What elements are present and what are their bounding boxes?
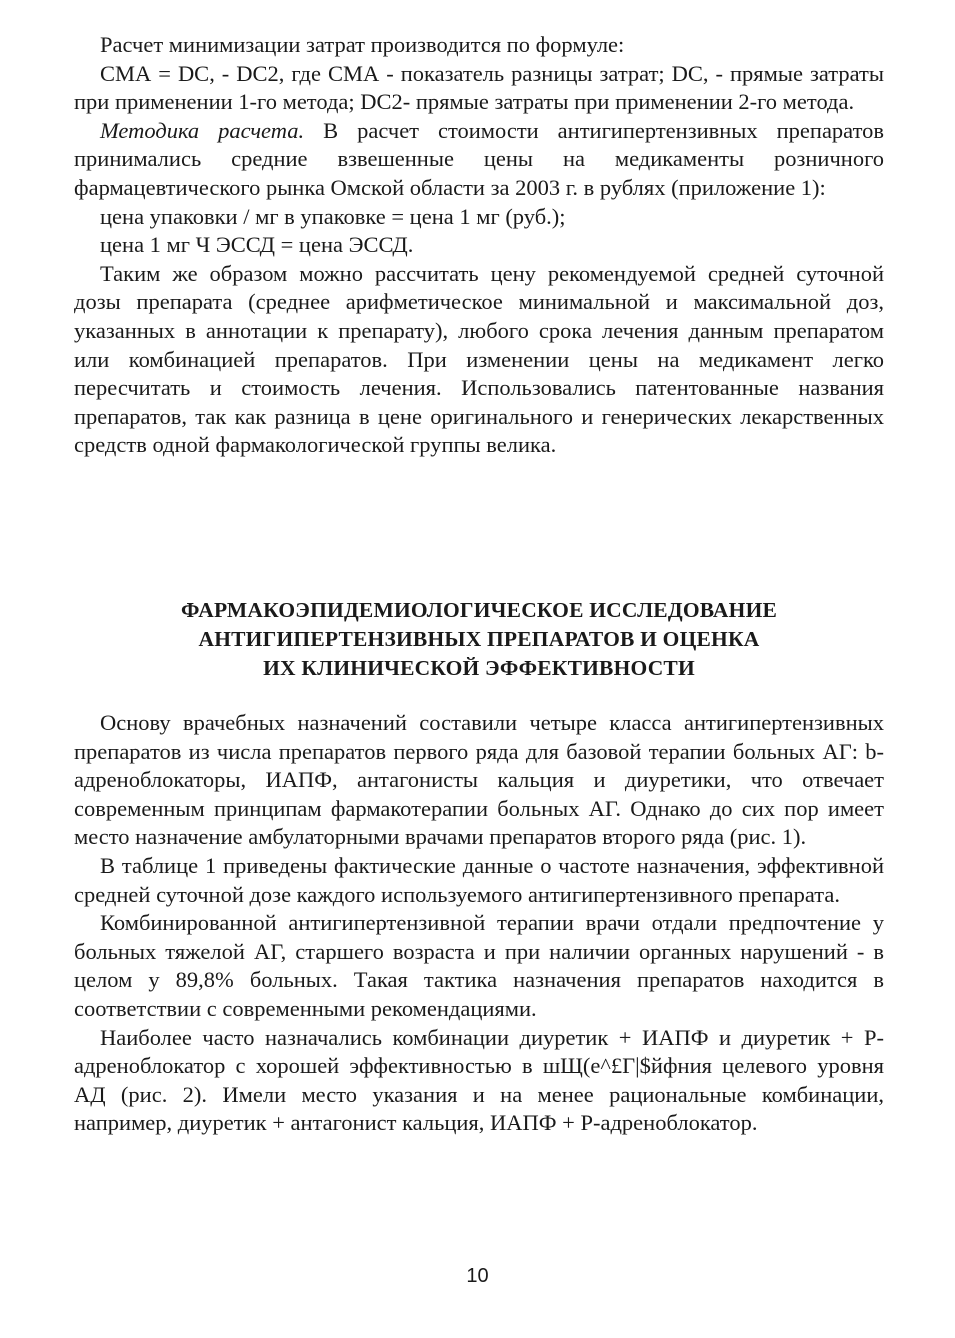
epidemiology-section	[74, 709, 884, 1138]
paragraph-combination-therapy: Комбинированной антигипертензивной терапии врачи отдали предпочтение у больных тяжелой АГ, старшего возраста и при наличии органных нарушений - в целом у 89,8% больных. Такая тактика назначения препаратов находится в соответствии с современными рекомендациями.	[74, 910, 884, 1021]
paragraph-formula-intro: Расчет минимизации затрат производится по формуле:	[100, 32, 625, 57]
paragraph-daily-dose: Таким же образом можно рассчитать цену рекомендуемой средней суточной дозы препарата (среднее арифметическое минимальной и максимальной доз, указанных в аннотации к препарату), любого срока лечения данным препаратом или комбинацией препаратов. При изменении цены на медикамент легко пересчитать и стоимость лечения. Использовались патентованные названия препаратов, так как разница в цене оригинального и генерических лекарственных средств одной фармакологической группы велика.	[74, 260, 884, 458]
heading-line-2: АНТИГИПЕРТЕНЗИВНЫХ ПРЕПАРАТОВ И ОЦЕНКА	[198, 627, 760, 651]
paragraph-price-essd: цена 1 мг Ч ЭССД = цена ЭССД.	[100, 232, 414, 258]
paragraph-table-ref: В таблице 1 приведены фактические данные о частоте назначения, эффективной средней суточной дозе каждого используемого антигипертензивного препарата.	[74, 852, 884, 907]
paragraph-formula: СМА = DC, - DC2, где СМА - показатель разницы затрат; DC, - прямые затраты при применении 1-го метода; DC2- прямые затраты при применении 2-го метода.	[74, 60, 884, 115]
paragraph-price-per-mg: цена упаковки / мг в упаковке = цена 1 мг (руб.);	[100, 203, 566, 229]
paragraph-drug-classes: Основу врачебных назначений составили четыре класса антигипертензивных препаратов из числа препаратов первого ряда для базовой терапии больных АГ: b-адреноблокаторы, ИАПФ, антагонисты кальция и диуретики, что отвечает современным принципам фармакотерапии больных АГ. Однако до сих пор имеет место назначение амбулаторными врачами препаратов второго ряда (рис. 1).	[74, 710, 884, 850]
page-number: 10	[466, 1265, 489, 1287]
methodology-label: Методика расчета.	[100, 117, 305, 143]
paragraph-methodology	[74, 117, 884, 203]
heading-line-1: ФАРМАКОЭПИДЕМИОЛОГИЧЕСКОЕ ИССЛЕДОВАНИЕ	[180, 598, 778, 622]
cost-method-section	[74, 31, 884, 460]
paragraph-combinations: Наиболее часто назначались комбинации диуретик + ИАПФ и диуретик + Р-адреноблокатор с хорошей эффективностью в шЩ(е^£Г|$йфния целевого уровня АД (рис. 2). Имели место указания и на менее рациональные комбинации, например, диуретик + антагонист кальция, ИАПФ + Р-адреноблокатор.	[74, 1024, 884, 1136]
heading-line-3: ИХ КЛИНИЧЕСКОЙ ЭФФЕКТИВНОСТИ	[263, 656, 695, 680]
section-heading	[74, 596, 884, 683]
methodology-text: В расчет стоимости антигипертензивных препаратов принимались средние взвешенные цены на медикаменты розничного фармацевтического рынка Омской области за 2003 г. в рублях (приложение 1):	[74, 117, 884, 200]
